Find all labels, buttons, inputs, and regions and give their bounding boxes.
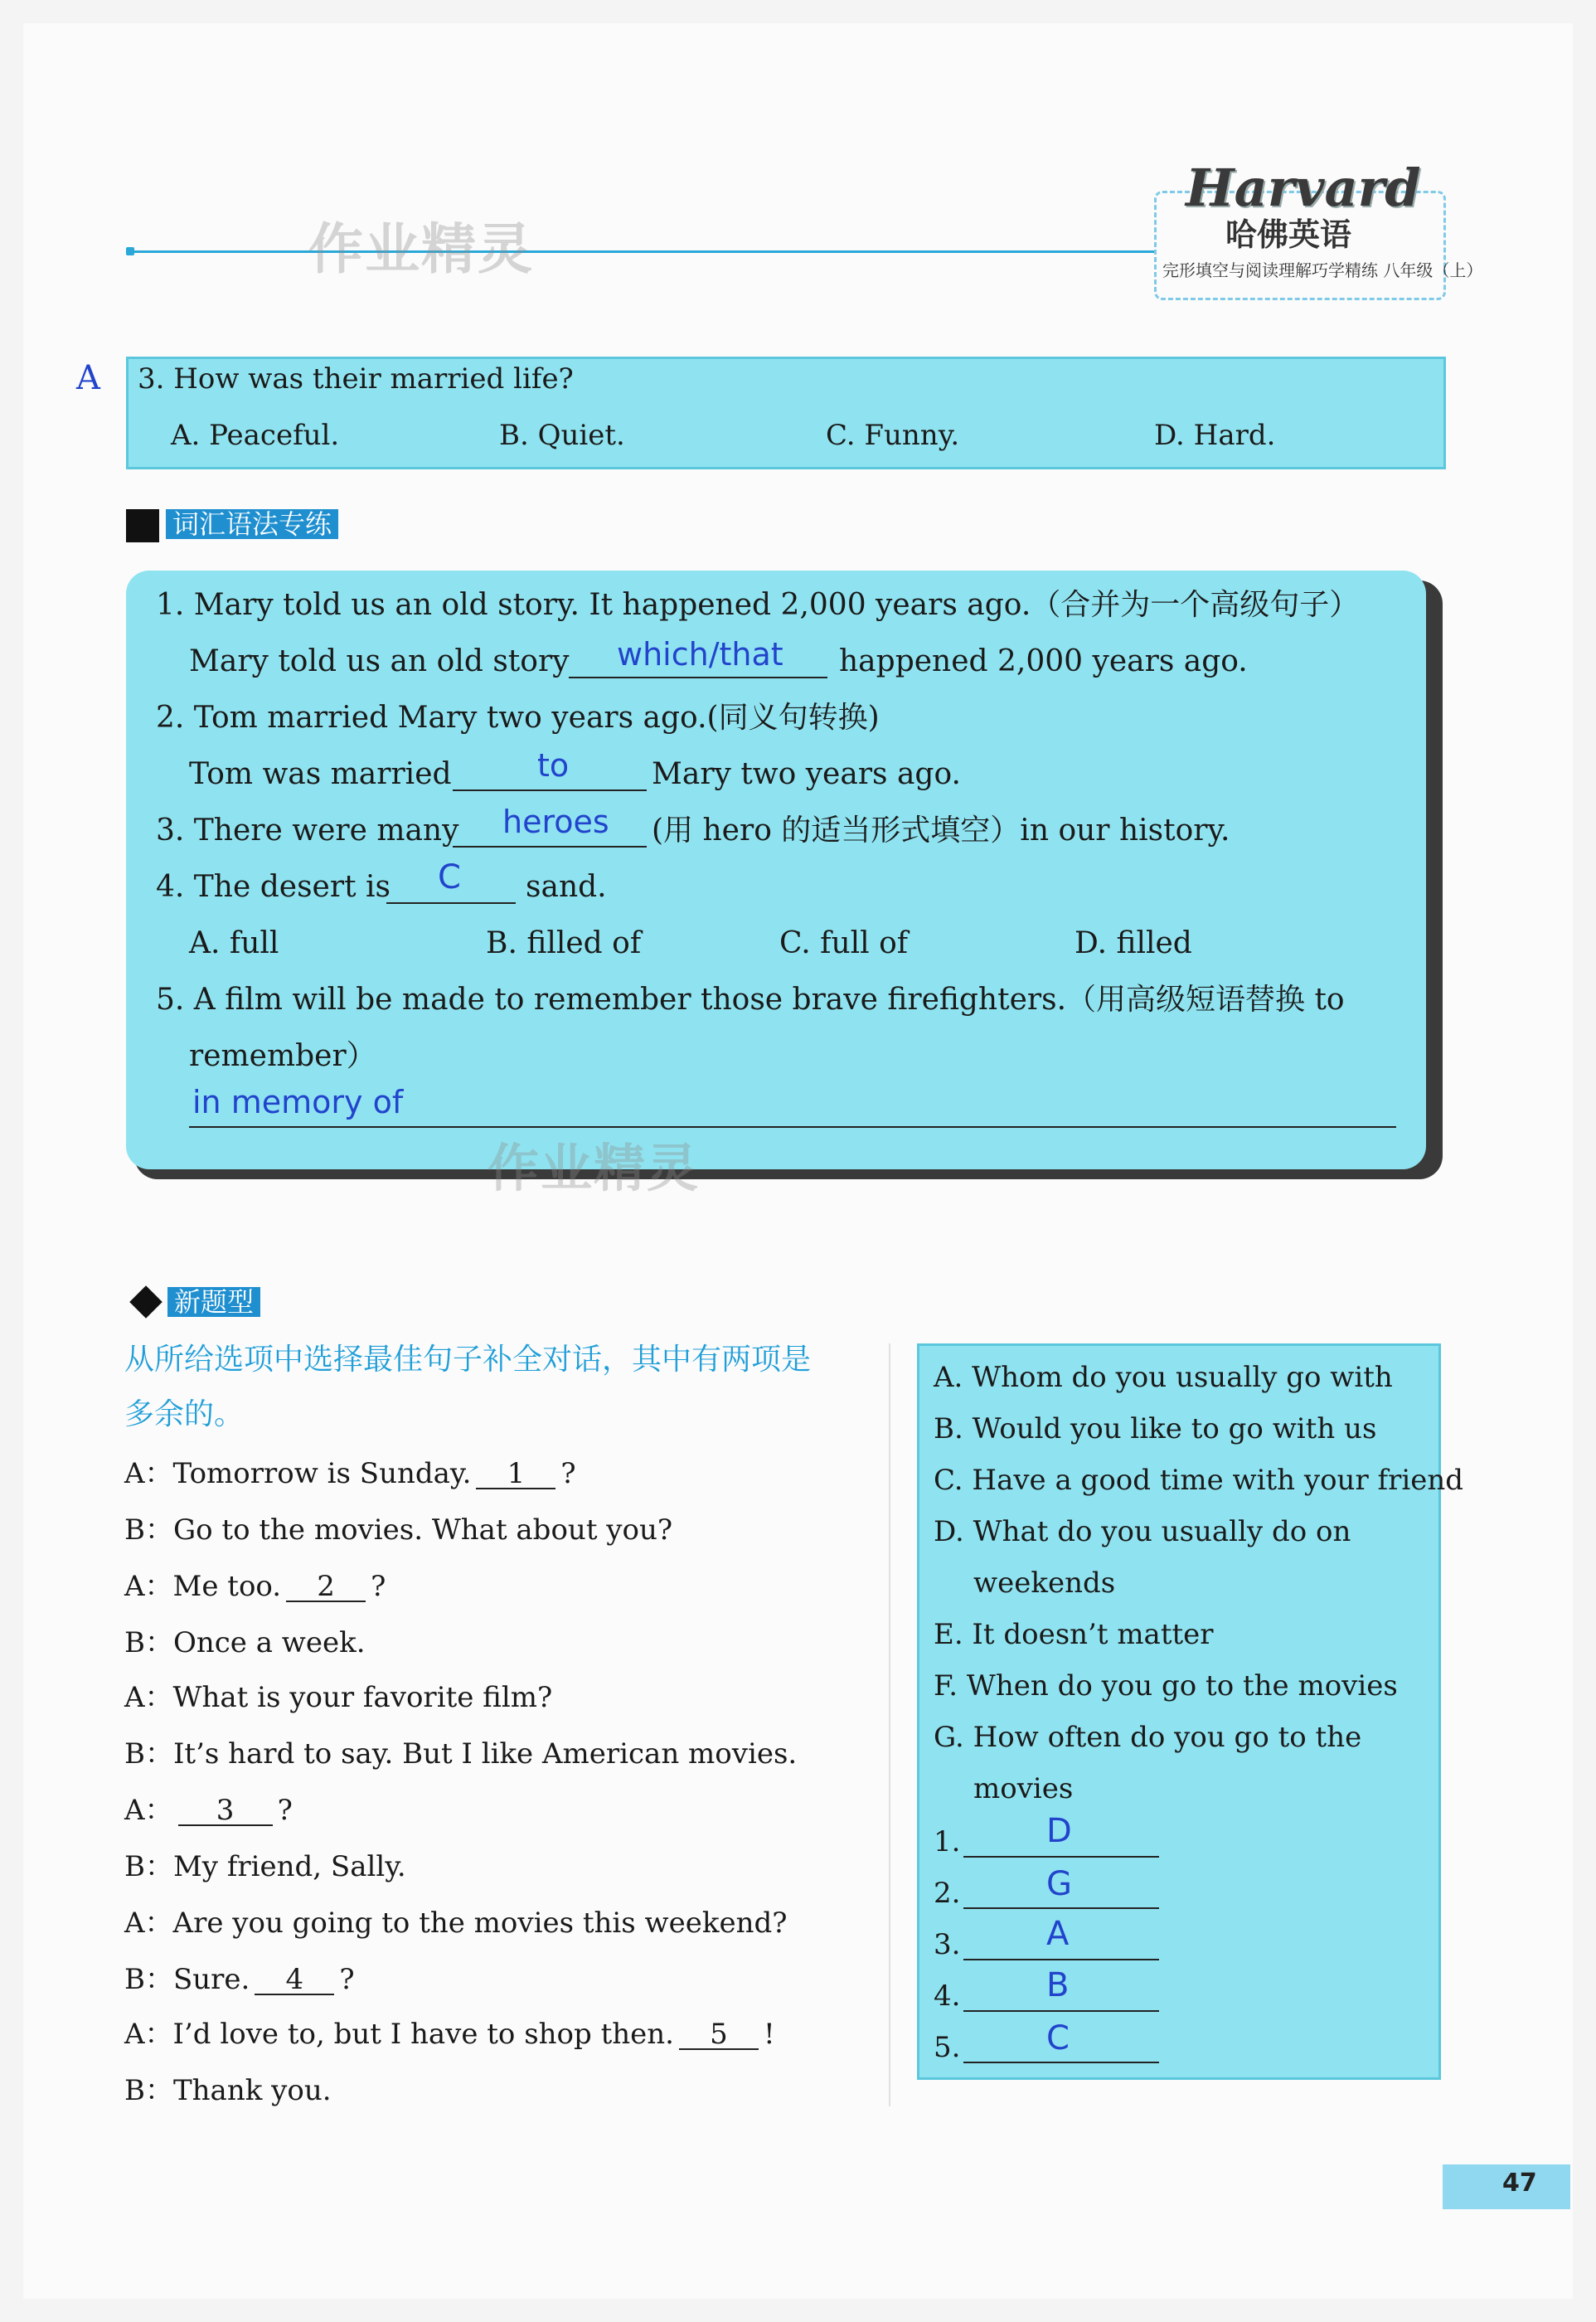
q4-option-d: D. filled (1075, 926, 1192, 960)
option-a: A. Whom do you usually go with (934, 1361, 1393, 1394)
answer-blank-4 (963, 2010, 1159, 2012)
section-square-icon (126, 509, 159, 542)
q4-option-c: C. full of (779, 926, 909, 960)
dialog-line-6: B：It’s hard to say. But I like American movies. (124, 1737, 798, 1771)
brand-subtitle: 完形填空与阅读理解巧学精练 八年级（上） (1162, 260, 1483, 280)
option-g-cont: movies (973, 1772, 1074, 1805)
q4-prefix: 4. The desert is (156, 870, 391, 904)
q1-line1: 1. Mary told us an old story. It happened 2,000 years ago.（合并为一个高级句子） (156, 588, 1360, 622)
option-e: E. It doesn’t matter (934, 1618, 1214, 1651)
q3-blank (453, 846, 647, 848)
q2-suffix: Mary two years ago. (652, 757, 961, 791)
dialog-blank-2: 2 (286, 1572, 366, 1602)
option-f: F. When do you go to the movies (934, 1669, 1398, 1703)
dialog-line-5: A：What is your favorite film? (124, 1681, 553, 1714)
q4-answer: C (438, 858, 461, 896)
q2-blank (453, 789, 647, 791)
answer-num-1: 1. (934, 1825, 961, 1858)
q2-prefix: Tom was married (189, 757, 452, 791)
q3-answer: heroes (502, 804, 609, 840)
answer-3: A (1046, 1915, 1070, 1953)
dialog-line-4: B：Once a week. (124, 1626, 366, 1659)
option-a: A. Peaceful. (171, 419, 340, 452)
q3-prefix: 3. There were many (156, 814, 459, 848)
column-divider (889, 1343, 890, 2106)
option-d-cont: weekends (973, 1567, 1116, 1600)
dialog-line-2: B：Go to the movies. What about you? (124, 1513, 673, 1547)
answer-5: C (1046, 2019, 1070, 2057)
question-stem: 3. How was their married life? (138, 362, 574, 396)
answer-2: G (1046, 1865, 1072, 1903)
q2-answer: to (537, 747, 570, 784)
option-d: D. What do you usually do on (934, 1515, 1351, 1548)
handwritten-answer-a: A (76, 359, 100, 397)
q1-answer: which/that (617, 636, 783, 673)
page-number: 47 (1502, 2169, 1537, 2198)
option-g: G. How often do you go to the (934, 1721, 1362, 1754)
q4-option-b: B. filled of (486, 926, 642, 960)
answer-num-4: 4. (934, 1980, 961, 2013)
dialog-line-9: A：Are you going to the movies this weekend? (124, 1907, 788, 1940)
answer-1: D (1046, 1812, 1072, 1850)
option-b: B. Quiet. (499, 419, 625, 452)
q5-line1: 5. A film will be made to remember those brave firefighters.（用高级短语替换 to (156, 983, 1345, 1017)
dialog-line-10: B：Sure. 4 ? (124, 1963, 355, 1996)
q4-option-a: A. full (189, 926, 279, 960)
dialog-line-1: A：Tomorrow is Sunday. 1 ? (124, 1457, 576, 1490)
watermark-2: 作业精灵 (488, 1138, 701, 1198)
answer-num-5: 5. (934, 2031, 961, 2064)
brand-logo: Harvard (1186, 158, 1421, 218)
dialog-blank-4: 4 (255, 1965, 334, 1995)
dialog-line-7: A： 3 ? (124, 1794, 293, 1827)
dialog-line-3: A：Me too. 2 ? (124, 1570, 386, 1603)
dialog-blank-3: 3 (178, 1796, 273, 1826)
dialog-line-8: B：My friend, Sally. (124, 1850, 406, 1883)
q5-line2: remember） (189, 1039, 376, 1073)
watermark: 作业精灵 (308, 217, 534, 281)
q2-line1: 2. Tom married Mary two years ago.(同义句转换) (156, 701, 880, 735)
answer-blank-3 (963, 1959, 1159, 1960)
instruction-line2: 多余的。 (124, 1397, 245, 1431)
q5-blank (189, 1126, 1396, 1128)
answer-4: B (1046, 1966, 1070, 2004)
q3-suffix: (用 hero 的适当形式填空）in our history. (652, 814, 1230, 848)
dialog-line-12: B：Thank you. (124, 2074, 332, 2107)
dialog-blank-5: 5 (679, 2020, 759, 2050)
answer-blank-2 (963, 1907, 1159, 1909)
section-tag-new: 新题型 (167, 1287, 260, 1317)
option-d: D. Hard. (1154, 419, 1276, 452)
option-b: B. Would you like to go with us (934, 1412, 1377, 1445)
options-box (917, 1343, 1441, 2080)
q5-answer: in memory of (192, 1084, 404, 1120)
answer-num-2: 2. (934, 1877, 961, 1910)
answer-blank-5 (963, 2062, 1159, 2063)
section-tag-vocab: 词汇语法专练 (166, 509, 338, 539)
brand-cn: 哈佛英语 (1225, 216, 1352, 253)
option-c: C. Funny. (826, 419, 960, 452)
instruction-line1: 从所给选项中选择最佳句子补全对话，其中有两项是 (124, 1343, 812, 1377)
answer-blank-1 (963, 1856, 1159, 1858)
dialog-blank-1: 1 (476, 1460, 555, 1489)
answer-num-3: 3. (934, 1928, 961, 1961)
header-rule-dot (126, 247, 134, 255)
q4-blank (386, 902, 516, 904)
q4-suffix: sand. (526, 870, 607, 904)
option-c: C. Have a good time with your friend (934, 1464, 1464, 1497)
q1-blank (569, 677, 827, 678)
header-rule (126, 250, 1154, 253)
q1-suffix: happened 2,000 years ago. (839, 644, 1248, 678)
q1-prefix: Mary told us an old story (189, 644, 570, 678)
dialog-line-11: A：I’d love to, but I have to shop then. 5 ! (124, 2018, 775, 2051)
